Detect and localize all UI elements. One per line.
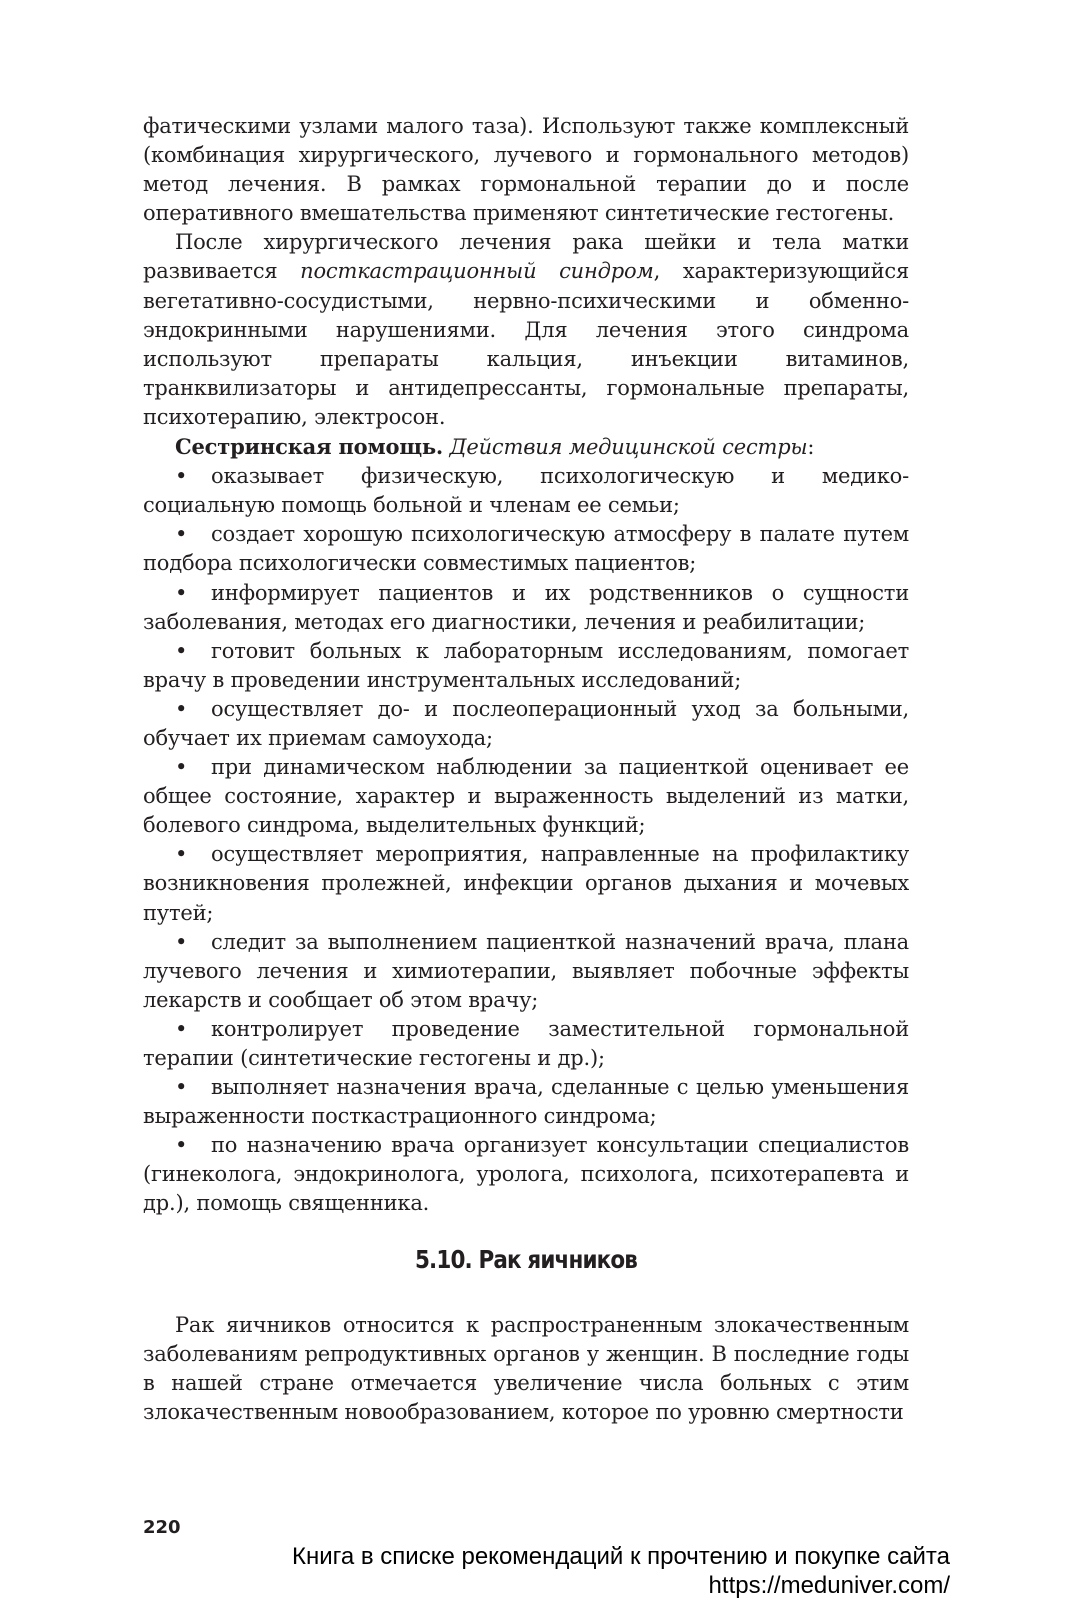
list-item-text: осуществляет до- и послеоперационный уход за больными, обучает их приемам самоухода; (143, 696, 909, 750)
section-text-block (143, 1311, 909, 1427)
bullet-icon: • (175, 522, 188, 547)
list-item-text: готовит больных к лабораторным исследованиям, помогает врачу в проведении инструментальных исследований; (143, 638, 909, 692)
bullet-icon: • (175, 1133, 188, 1158)
list-item-text: следит за выполнением пациенткой назначений врача, плана лучевого лечения и химиотерапии, выявляет побочные эффекты лекарств и сообщает об этом врачу; (143, 929, 909, 1012)
paragraph-text: , характеризующийся вегетативно-сосудистыми, нервно-психическими и обменно-эндокринными нарушениями. Для лечения этого синдрома используют препараты кальция, инъекции витаминов, транквилизаторы и антидепрессанты, гормональные препараты, психотерапию, электросон. (143, 259, 909, 429)
bullet-icon: • (175, 842, 188, 867)
paragraph-text: После хирургического лечения рака шейки и тела матки развивается (143, 230, 909, 284)
list-item-text: создает хорошую психологическую атмосферу в палате путем подбора психологически совместимых пациентов; (143, 522, 909, 576)
list-item (143, 1073, 909, 1131)
paragraph: фатическими узлами малого таза). Используют также комплексный (комбинация хирургического, лучевого и гормонального методов) метод лечения. В рамках гормональной терапии до и после оперативного вмешательства применяют синтетические гестогены. (143, 114, 909, 226)
list-item-text: выполняет назначения врача, сделанные с целью уменьшения выраженности посткастрационного синдрома; (143, 1075, 909, 1129)
list-item-text: при динамическом наблюдении за пациенткой оценивает ее общее состояние, характер и выраженность выделений из матки, болевого синдрома, выделительных функций; (143, 755, 909, 838)
page-number: 220 (143, 1517, 181, 1538)
colon: : (807, 435, 815, 460)
term-postcastration-syndrome: посткастрационный синдром (300, 259, 654, 284)
list-item-text: информирует пациентов и их родственников о сущности заболевания, методах его диагностики, лечения и реабилитации; (143, 580, 909, 634)
paragraph (143, 228, 909, 432)
list-item (143, 695, 909, 753)
bullet-icon: • (175, 580, 188, 605)
list-item-text: контролирует проведение заместительной гормональной терапии (синтетические гестогены и др.); (143, 1016, 909, 1070)
list-item (143, 840, 909, 927)
nursing-care-label: Сестринская помощь. (175, 434, 444, 460)
bullet-icon: • (175, 638, 188, 663)
bullet-icon: • (175, 929, 188, 954)
list-item (143, 520, 909, 578)
bullet-icon: • (175, 1016, 188, 1041)
nursing-care-intro (143, 432, 909, 462)
list-item (143, 753, 909, 840)
bullet-icon: • (175, 1075, 188, 1100)
list-item (143, 462, 909, 520)
list-item-text: осуществляет мероприятия, направленные на профилактику возникновения пролежней, инфекции органов дыхания и мочевых путей; (143, 842, 909, 925)
list-item (143, 928, 909, 1015)
bullet-icon: • (175, 755, 188, 780)
list-item (143, 1015, 909, 1073)
nursing-actions-label: Действия медицинской сестры (449, 435, 808, 460)
list-item (143, 579, 909, 637)
bullet-icon: • (175, 696, 188, 721)
list-item (143, 637, 909, 695)
section-heading: 5.10. Рак яичников (414, 1245, 638, 1274)
list-item (143, 1131, 909, 1218)
footer-watermark-note: Книга в списке рекомендаций к прочтению и покупке сайта https://meduniver.com/ (291, 1543, 950, 1599)
main-text-block (143, 112, 909, 1219)
list-item-text: по назначению врача организует консультации специалистов (гинеколога, эндокринолога, уролога, психолога, психотерапевта и др.), помощь священника. (143, 1133, 909, 1216)
bullet-icon: • (175, 464, 188, 489)
paragraph: Рак яичников относится к распространенным злокачественным заболеваниям репродуктивных органов у женщин. В последние годы в нашей стране отмечается увеличение числа больных с этим злокачественным новообразованием, которое по уровню смертности (143, 1313, 909, 1425)
nursing-actions-list (143, 462, 909, 1218)
list-item-text: оказывает физическую, психологическую и медико-социальную помощь больной и членам ее семьи; (143, 464, 909, 518)
